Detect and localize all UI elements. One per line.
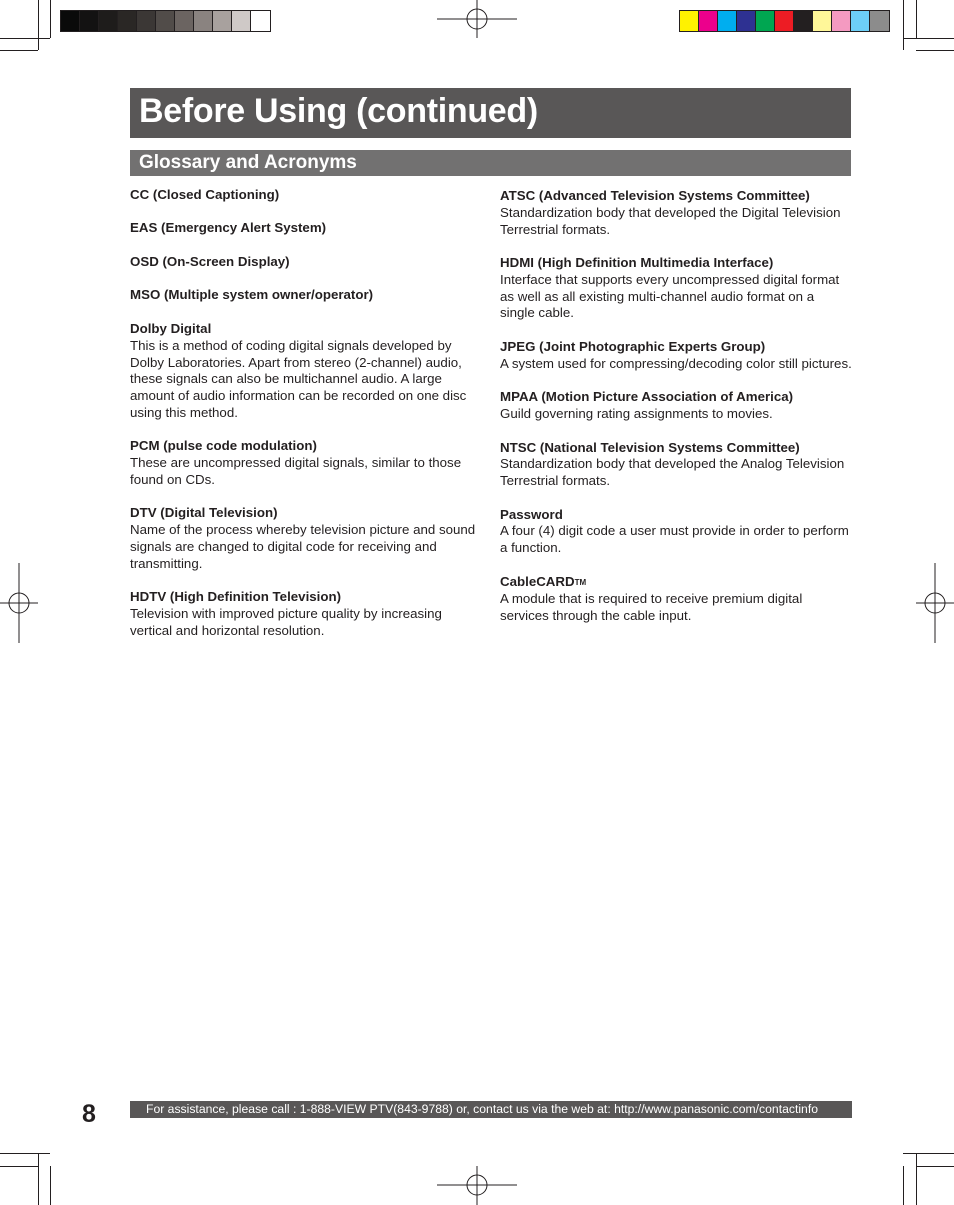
glossary-definition: Interface that supports every uncompressed digital format as well as all existing multi-channel audio format on a single cable. (500, 271, 840, 321)
glossary-term: HDTV (High Definition Television) (130, 589, 342, 605)
color-swatch (699, 11, 718, 31)
grayscale-swatch (118, 11, 137, 31)
color-swatch (718, 11, 737, 31)
glossary-term: PCM (pulse code modulation) (130, 438, 317, 454)
grayscale-swatch (213, 11, 232, 31)
glossary-definition: Television with improved picture quality by increasing vertical and horizontal resolution. (130, 606, 442, 638)
grayscale-swatch-strip (60, 10, 271, 32)
glossary-definition: A system used for compressing/decoding color still pictures. (500, 355, 852, 371)
color-swatch (794, 11, 813, 31)
section-header-bar (130, 150, 851, 176)
color-swatch (756, 11, 775, 31)
glossary-term: ATSC (Advanced Television Systems Committee) (500, 188, 810, 203)
glossary-term: MSO (Multiple system owner/operator) (130, 287, 374, 303)
grayscale-swatch (251, 11, 270, 31)
glossary-definition: These are uncompressed digital signals, similar to those found on CDs. (130, 455, 462, 487)
glossary-term: DTV (Digital Television) (130, 505, 278, 521)
glossary-entry (130, 321, 486, 422)
assistance-text: For assistance, please call : 1-888-VIEW PTV(843-9788) or, contact us via the web at: http://www.panasonic.com/contactinfo (146, 1102, 818, 1116)
glossary-term: MPAA (Motion Picture Association of America) (500, 389, 794, 405)
registration-mark-bottom (437, 1166, 517, 1205)
grayscale-swatch (99, 11, 118, 31)
glossary-definition: Standardization body that developed the Digital Television Terrestrial formats. (500, 204, 841, 237)
grayscale-swatch (232, 11, 251, 31)
grayscale-swatch (175, 11, 194, 31)
color-swatch (851, 11, 870, 31)
registration-mark-top (437, 0, 517, 38)
glossary-entry (500, 507, 852, 557)
glossary-term: HDMI (High Definition Multimedia Interface) (500, 255, 774, 271)
color-swatch (870, 11, 889, 31)
grayscale-swatch (61, 11, 80, 31)
glossary-term: Password (500, 506, 563, 522)
glossary-entry (130, 187, 486, 204)
glossary-definition: A module that is required to receive premium digital services through the cable input. (500, 591, 803, 624)
glossary-term: EAS (Emergency Alert System) (130, 220, 327, 236)
glossary-entry (130, 254, 486, 271)
glossary-entry (500, 188, 852, 238)
registration-mark-left (0, 563, 38, 643)
registration-mark-right (916, 563, 954, 643)
page-title: Before Using (continued) (139, 92, 538, 130)
glossary-entry (130, 589, 486, 639)
glossary-definition: A four (4) digit code a user must provide in order to perform a function. (500, 523, 849, 556)
color-swatch (813, 11, 832, 31)
page-number: 8 (82, 1100, 96, 1128)
glossary-entry (130, 220, 486, 237)
glossary-definition: Standardization body that developed the Analog Television Terrestrial formats. (500, 456, 845, 489)
glossary-term: CableCARD (500, 573, 575, 589)
glossary-entry (500, 440, 852, 490)
grayscale-swatch (80, 11, 99, 31)
glossary-entry (500, 339, 852, 373)
glossary-term: OSD (On-Screen Display) (130, 253, 290, 269)
glossary-entry (130, 287, 486, 304)
color-swatch-strip (679, 10, 890, 32)
section-title: Glossary and Acronyms (139, 152, 357, 173)
glossary-term: JPEG (Joint Photographic Experts Group) (500, 338, 766, 354)
glossary-term: NTSC (National Television Systems Committee) (500, 439, 800, 455)
grayscale-swatch (194, 11, 213, 31)
color-swatch (680, 11, 699, 31)
glossary-entry (500, 389, 852, 423)
grayscale-swatch (156, 11, 175, 31)
glossary-entry (130, 505, 486, 572)
glossary-entry (130, 438, 486, 488)
glossary-term: Dolby Digital (130, 320, 212, 336)
glossary-definition: This is a method of coding digital signals developed by Dolby Laboratories. Apart from stereo (2-channel) audio, these signals can also be multichannel audio. A large amount of audio information can be recorded on one disc using this method. (130, 337, 467, 420)
glossary-entry (500, 574, 852, 625)
glossary-right-column (500, 188, 852, 642)
glossary-entry (500, 255, 852, 322)
grayscale-swatch (137, 11, 156, 31)
color-swatch (775, 11, 794, 31)
footer-bar (130, 1101, 852, 1118)
trademark-mark: TM (574, 577, 587, 587)
glossary-left-column (130, 187, 486, 656)
glossary-definition: Guild governing rating assignments to movies. (500, 406, 773, 422)
color-swatch (737, 11, 756, 31)
glossary-definition: Name of the process whereby television picture and sound signals are changed to digital code for receiving and transmitting. (130, 522, 476, 571)
glossary-term: CC (Closed Captioning) (130, 187, 280, 202)
color-swatch (832, 11, 851, 31)
page-title-bar (130, 88, 851, 138)
